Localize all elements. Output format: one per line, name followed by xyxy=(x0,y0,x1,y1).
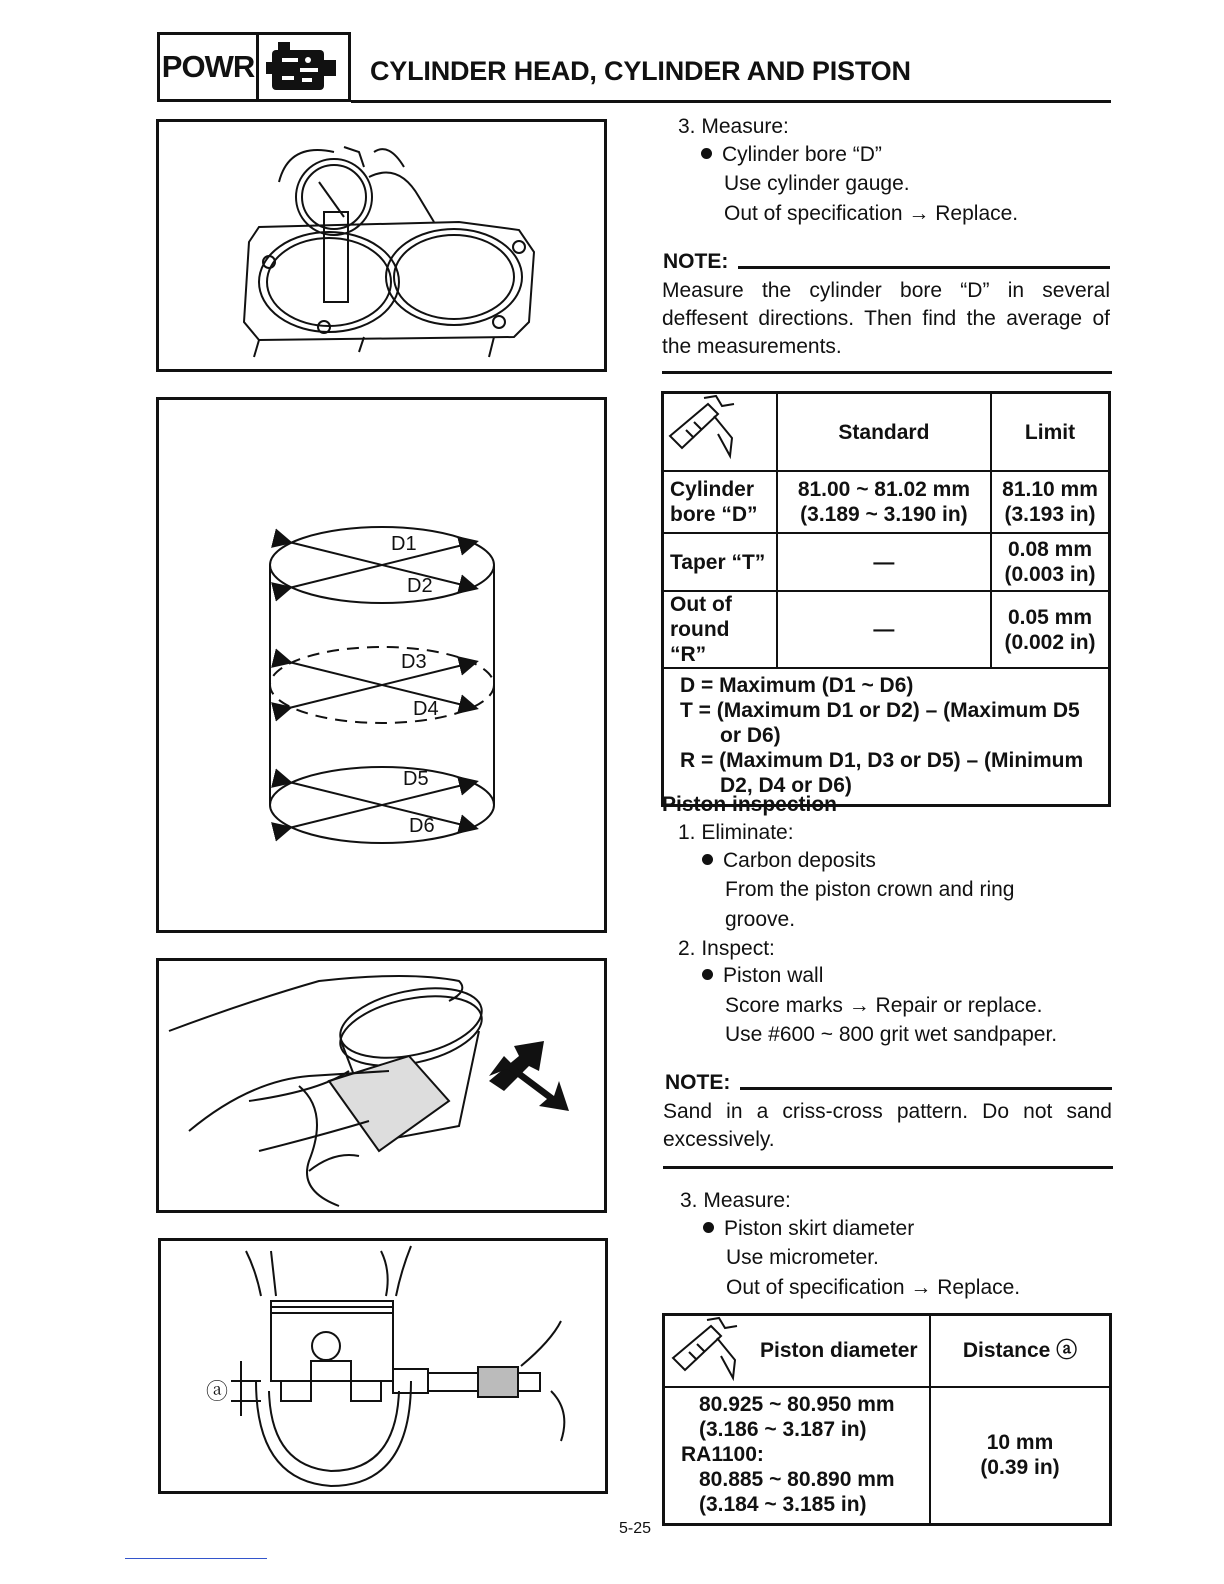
formula-r-line2: D2, D4 or D6) xyxy=(720,774,852,797)
header-rule xyxy=(351,100,1111,103)
piston-line1b: groove. xyxy=(725,908,796,931)
header-limit: Limit xyxy=(991,393,1109,472)
figure-bore-directions xyxy=(156,397,607,933)
label-d6: D6 xyxy=(409,815,435,837)
piston-line2a: Score marks → Repair or replace. xyxy=(725,994,1043,1017)
table-row xyxy=(663,591,1110,668)
piston-measure-line2: Out of specification → Replace. xyxy=(726,1276,1021,1299)
label-d4: D4 xyxy=(413,698,439,720)
row-item: Out of round “R” xyxy=(663,591,777,668)
piston-bullet1: Carbon deposits xyxy=(702,846,876,876)
cylinder-measure-line2: Out of specification → Replace. xyxy=(724,202,1019,225)
distance-values xyxy=(930,1387,1111,1525)
table-row xyxy=(663,533,1110,591)
label-d1: D1 xyxy=(391,533,417,555)
piston-sanding-illustration xyxy=(159,961,604,1210)
piston-measure-line1: Use micrometer. xyxy=(726,1246,879,1269)
note2-text: Sand in a criss-cross pattern. Do not sand excessively. xyxy=(663,1100,1112,1151)
row-standard: 81.00 ~ 81.02 mm (3.189 ~ 3.190 in) xyxy=(777,471,991,533)
note2-end-rule xyxy=(663,1166,1113,1169)
formula-t-line1: T = (Maximum D1 or D2) – (Maximum D5 xyxy=(680,699,1080,722)
piston-line2b: Use #600 ~ 800 grit wet sandpaper. xyxy=(725,1023,1058,1046)
diameter-model-mm: 80.885 ~ 80.890 mm xyxy=(699,1467,895,1491)
caliper-icon xyxy=(664,394,736,464)
row-limit: 81.10 mm (3.193 in) xyxy=(991,471,1109,533)
caliper-icon xyxy=(667,1316,739,1386)
diameter-std-in: (3.186 ~ 3.187 in) xyxy=(699,1417,867,1441)
piston-diameter-header-cell xyxy=(664,1315,931,1387)
distance-in: (0.39 in) xyxy=(980,1456,1060,1479)
piston-diameter-values xyxy=(664,1387,931,1525)
diameter-std-mm: 80.925 ~ 80.950 mm xyxy=(699,1392,895,1416)
cylinder-gauge-illustration xyxy=(159,122,604,369)
header-piston-diameter: Piston diameter xyxy=(760,1339,918,1363)
label-d3: D3 xyxy=(401,651,427,673)
formula-cell xyxy=(663,668,1110,806)
label-d5: D5 xyxy=(403,768,429,790)
piston-measure-bullet: Piston skirt diameter xyxy=(703,1214,914,1244)
cylinder-measure-step: 3. Measure: xyxy=(678,115,789,138)
note1-end-rule xyxy=(662,371,1112,374)
piston-step2: 2. Inspect: xyxy=(678,937,775,960)
cylinder-measure-line1: Use cylinder gauge. xyxy=(724,172,910,195)
piston-micrometer-illustration xyxy=(161,1241,605,1491)
header-distance: Distance ⓐ xyxy=(930,1315,1111,1387)
caliper-icon-cell xyxy=(663,393,777,472)
page-title: CYLINDER HEAD, CYLINDER AND PISTON xyxy=(370,56,911,86)
piston-measure-step: 3. Measure: xyxy=(680,1189,791,1212)
page-number: 5-25 xyxy=(619,1520,652,1537)
distance-mm: 10 mm xyxy=(986,1431,1054,1454)
piston-line1a: From the piston crown and ring xyxy=(725,878,1015,901)
figure-piston-sanding xyxy=(156,958,607,1213)
section-code: POWR xyxy=(161,49,255,84)
piston-bullet2: Piston wall xyxy=(702,961,823,991)
diameter-model-label: RA1100: xyxy=(681,1442,764,1466)
note2-line xyxy=(740,1087,1112,1090)
label-d2: D2 xyxy=(407,575,433,597)
diameter-model-in: (3.184 ~ 3.185 in) xyxy=(699,1492,867,1516)
row-item: Cylinder bore “D” xyxy=(663,471,777,533)
figure-piston-micrometer xyxy=(158,1238,608,1494)
row-limit: 0.05 mm (0.002 in) xyxy=(991,591,1109,668)
table-row xyxy=(663,471,1110,533)
cylinder-measure-bullet: Cylinder bore “D” xyxy=(701,140,882,170)
distance-a-marker: ⓐ xyxy=(206,1380,229,1405)
piston-spec-table xyxy=(662,1313,1112,1526)
row-standard: — xyxy=(777,591,991,668)
bore-direction-diagram xyxy=(159,400,604,930)
piston-inspection-heading: Piston inspection xyxy=(662,793,838,816)
footer-link-underline xyxy=(125,1558,267,1559)
row-standard: — xyxy=(777,533,991,591)
formula-row xyxy=(663,668,1110,806)
note1-text: Measure the cylinder bore “D” in several deffesent directions. Then find the average of the measurements. xyxy=(662,279,1110,358)
row-limit: 0.08 mm (0.003 in) xyxy=(991,533,1109,591)
note1-label: NOTE: xyxy=(663,250,729,273)
badge-divider xyxy=(256,32,259,102)
note2-label: NOTE: xyxy=(665,1071,731,1094)
header-standard: Standard xyxy=(777,393,991,472)
table-row xyxy=(664,1387,1111,1525)
bore-spec-table xyxy=(661,391,1111,807)
row-item: Taper “T” xyxy=(663,533,777,591)
formula-d: D = Maximum (D1 ~ D6) xyxy=(680,674,914,697)
formula-r-line1: R = (Maximum D1, D3 or D5) – (Minimum xyxy=(680,749,1084,772)
engine-icon xyxy=(264,38,344,96)
formula-t-line2: or D6) xyxy=(720,724,781,747)
note1-line xyxy=(738,266,1110,269)
figure-cylinder-gauge xyxy=(156,119,607,372)
piston-step1: 1. Eliminate: xyxy=(678,821,794,844)
